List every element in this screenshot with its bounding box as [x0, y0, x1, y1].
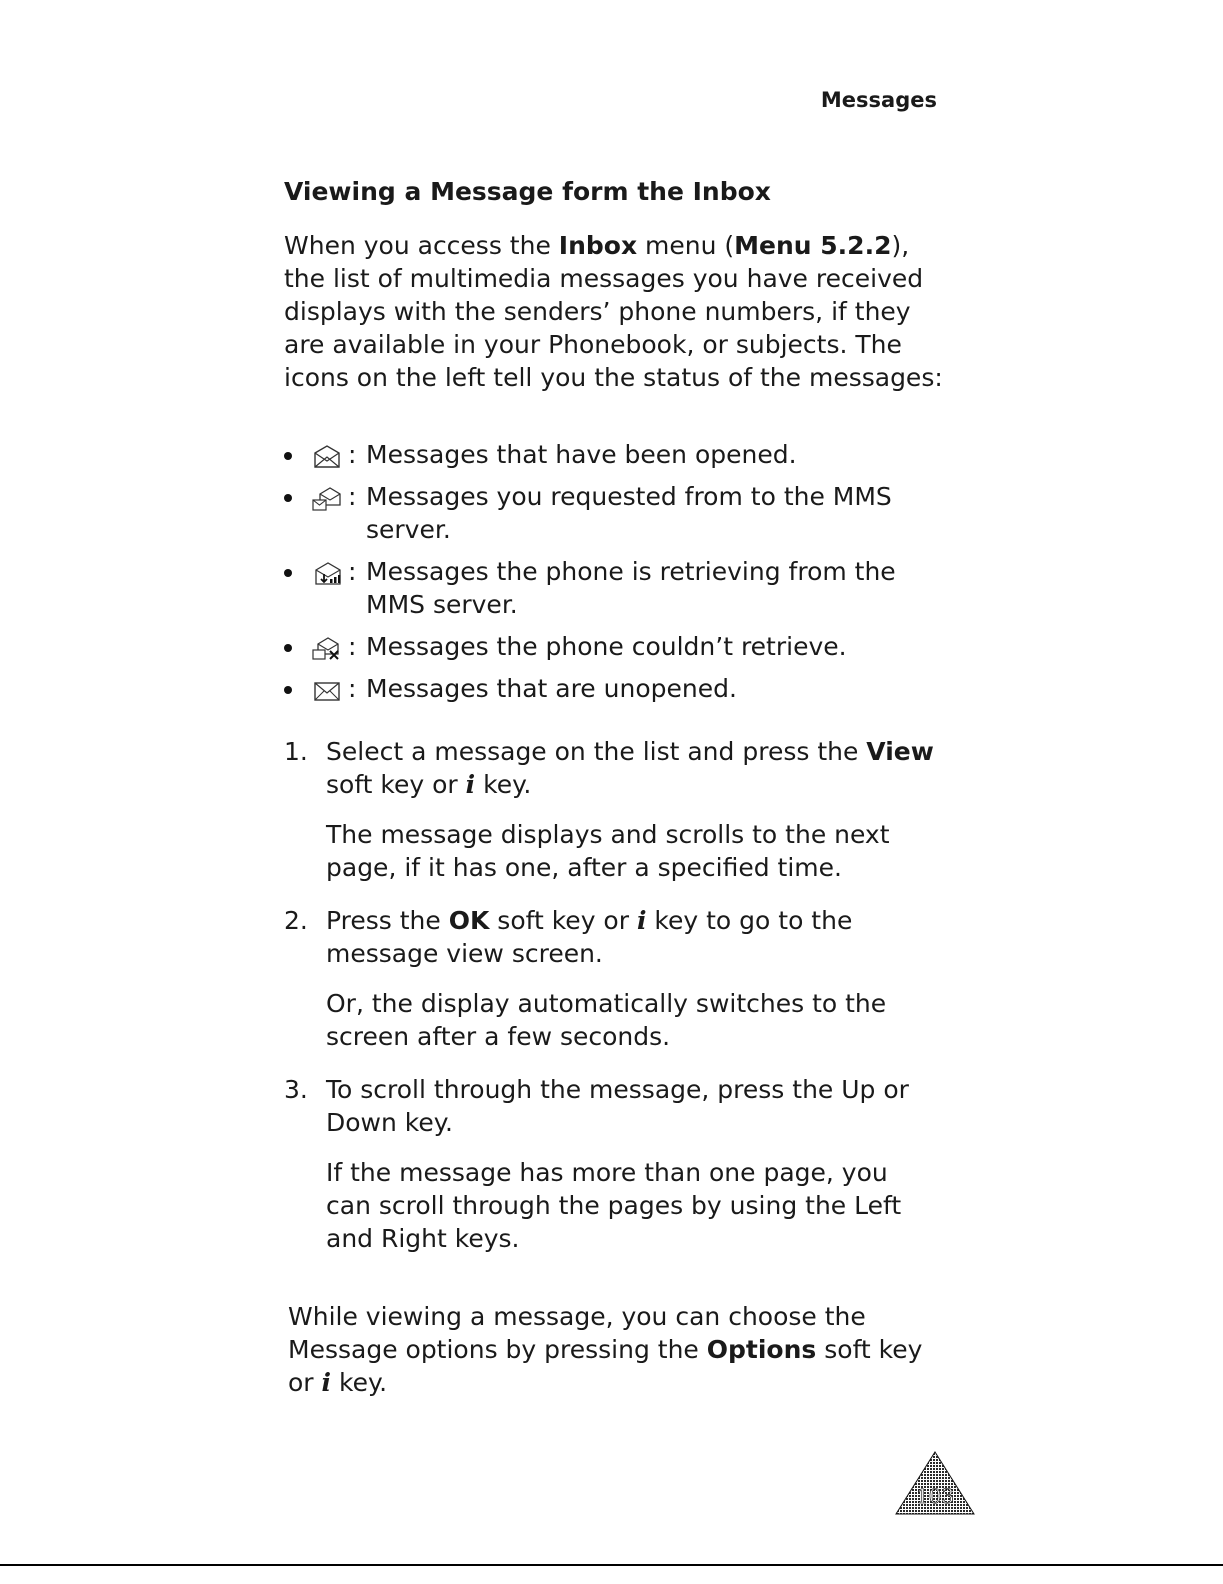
section-heading: Viewing a Message form the Inbox: [284, 177, 771, 206]
list-item: [284, 735, 934, 884]
menu-code: Menu 5.2.2: [734, 231, 892, 260]
page-number: 103: [915, 1484, 955, 1508]
closing-paragraph: While viewing a message, you can choose the Message options by pressing the Options soft key or i key.: [288, 1302, 923, 1397]
unopened-envelope-icon: [312, 677, 342, 703]
step-note: If the message has more than one page, you can scroll through the pages by using the Left and Right keys.: [326, 1158, 902, 1253]
bullet-dot: [284, 494, 292, 502]
step-number: 2.: [284, 906, 308, 935]
bullet-dot: [284, 452, 292, 460]
info-key-icon: i: [465, 770, 476, 799]
intro-paragraph: When you access the Inbox menu (Menu 5.2.2), the list of multimedia messages you have received displays with the senders’ phone numbers, if they are available in your Phonebook, or subjects. The icons on the left tell you the status of the messages:: [284, 231, 943, 392]
list-item: : Messages that are unopened.: [284, 672, 924, 705]
requested-envelope-icon: [312, 485, 342, 511]
bullet-dot: [284, 686, 292, 694]
step-text: To scroll through the message, press the Up or Down key.: [326, 1075, 909, 1137]
step-text: Select a message on the list and press the View soft key or i key.: [326, 737, 934, 799]
list-item: : Messages the phone couldn’t retrieve.: [284, 630, 924, 663]
step-note: Or, the display automatically switches to the screen after a few seconds.: [326, 989, 887, 1051]
list-item: [284, 1073, 934, 1255]
info-key-icon: i: [636, 906, 647, 935]
bullet-dot: [284, 644, 292, 652]
list-item: : Messages the phone is retrieving from the MMS server.: [284, 555, 924, 621]
opened-envelope-icon: [312, 443, 342, 469]
step-note: The message displays and scrolls to the next page, if it has one, after a specified time.: [326, 820, 890, 882]
list-item: [284, 904, 934, 1053]
step-number: 1.: [284, 737, 308, 766]
options-key-label: Options: [706, 1335, 817, 1364]
view-key-label: View: [866, 737, 934, 766]
status-icon-list: [284, 438, 924, 714]
section-header: Messages: [820, 88, 937, 112]
info-key-icon: i: [321, 1368, 332, 1397]
retrieving-envelope-icon: [312, 560, 342, 586]
list-item: : Messages you requested from to the MMS server.: [284, 480, 924, 546]
instruction-steps: [284, 735, 934, 1255]
list-item: : Messages that have been opened.: [284, 438, 924, 471]
ok-key-label: OK: [448, 906, 490, 935]
failed-envelope-icon: [312, 635, 342, 661]
bottom-rule: [0, 1564, 1223, 1566]
step-text: Press the OK soft key or i key to go to the message view screen.: [326, 906, 853, 968]
step-number: 3.: [284, 1075, 308, 1104]
inbox-label: Inbox: [558, 231, 638, 260]
page-number-triangle-icon: [894, 1450, 976, 1516]
bullet-dot: [284, 569, 292, 577]
